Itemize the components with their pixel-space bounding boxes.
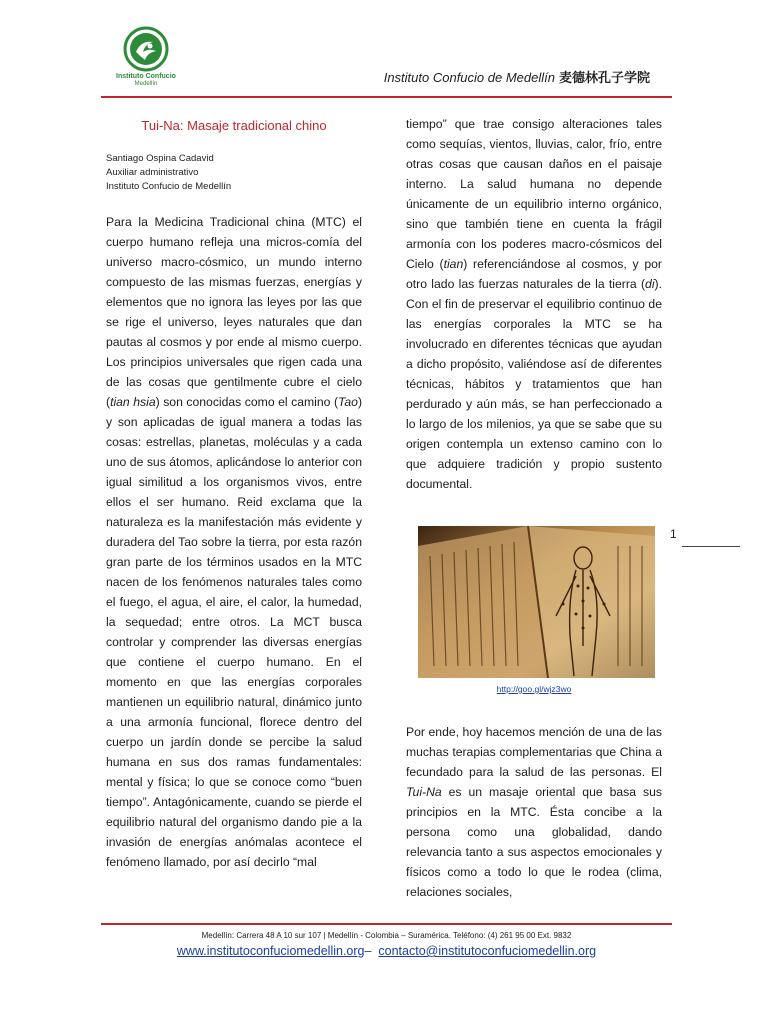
text-run: Para la Medicina Tradicional china (MTC) el cuerpo humano refleja una micros-comía del universo macro-cósmico, un mundo interno compuesto de las mismas fuerzas, energías y elementos que no ignora las leyes por las que se rige el universo, leyes naturales que dan pautas al cosmos y por ende al mismo cuerpo. Los principios universales que rigen cada una de las cosas que gentilmente cubre el cielo ( [106, 215, 362, 409]
website-link[interactable]: www.institutoconfuciomedellin.org [176, 944, 365, 958]
footer-address: Medellín: Carrera 48 A 10 sur 107 | Medellín - Colombia – Suramérica. Teléfono: (4) 261 95 00 Ext. 9832 [201, 931, 572, 940]
footer-divider [101, 923, 672, 925]
logo-city: Medellín [134, 81, 158, 87]
confucius-logo-icon [123, 26, 169, 72]
italic-term: Tui-Na [406, 785, 442, 799]
left-column-paragraph [106, 212, 362, 872]
byline [106, 152, 231, 194]
author-role: Auxiliar administrativo [106, 167, 199, 178]
italic-term: tian hsia [110, 395, 156, 409]
link-separator: – [364, 944, 372, 958]
header-title [384, 67, 650, 86]
footer-links [101, 944, 672, 958]
email-link[interactable]: contacto@institutoconfuciomedellin.org [378, 944, 597, 958]
author-institution: Instituto Confucio de Medellín [106, 181, 232, 192]
right-column-paragraph-2 [406, 722, 662, 902]
text-run: ) y son aplicadas de igual manera a todas las cosas: estrellas, planetas, moléculas y a cada uno de sus átomos, aplicándose lo anterior con igual similitud a los organismos vivos, entre ellos el ser humano. Reid exclama que la naturaleza es la manifestación más evidente y duradera del Tao sobre la tierra, por esta razón gran parte de los términos usados en la MTC nacen de los fenómenos naturales tales como el fuego, el agua, el aire, el calor, la humedad, la sequedad; entre otros. La MCT busca controlar y comprender las diversas energías que contiene el cuerpo humano. En el momento en que las energías corporales mantienen un equilibrio natural, dinámico junto a una armonía funcional, florece dentro del cuerpo un jardín donde se percibe la salud humana en sus dos ramas fundamentales: mental y física; lo que se conoce como “buen tiempo”. Antagónicamente, cuando se pierde el equilibrio natural del organismo dando pie a la invasión de energías anómalas acontece el fenómeno llamado, por así decirlo “mal [106, 395, 362, 869]
logo-name: Instituto Confucio [116, 73, 176, 80]
italic-term: Tao [338, 395, 358, 409]
italic-term: di [645, 277, 655, 291]
footnote-divider [682, 546, 740, 547]
right-column-paragraph-1 [406, 114, 662, 494]
author-name: Santiago Ospina Cadavid [106, 153, 214, 164]
header-title-text: Instituto Confucio de Medellín [383, 70, 555, 85]
text-run: ) son conocidas como el camino ( [155, 395, 339, 409]
acupuncture-book-photo [418, 526, 655, 678]
footnote-number: 1 [670, 527, 677, 541]
text-run: ). Con el fin de preservar el equilibrio continuo de las energías corporales la MTC se ha involucrado en diferentes técnicas que ayudan a dicho propósito, valiéndose así de diferentes técnicas, hábitos y tratamientos que han perdurado y aún más, se han perfeccionado a lo largo de los milenios, ya que se sabe que su origen contempla un extenso camino con lo que adquiere tradición y propio sustento documental. [406, 277, 662, 491]
text-run: es un masaje oriental que basa sus principios en la MTC. Ésta concibe a la persona como una globalidad, dando relevancia tanto a sus aspectos emocionales y físicos como a todo lo que le rodea (clima, relaciones sociales, [406, 785, 662, 899]
text-run: ) referenciándose al cosmos, y por otro lado las fuerzas naturales de la tierra ( [406, 257, 662, 291]
photo-caption-link[interactable]: http://goo.gl/wjz3wo [496, 684, 572, 694]
text-run: tiempo” que trae consigo alteraciones tales como sequías, vientos, lluvias, calor, frío, entre otras cosas que causan daños en el paisaje interno. La salud humana no depende únicamente de un equilibrio interno orgánico, sino que también tiene en cuenta la frágil armonía con los poderes macro-cósmicos del Cielo ( [406, 117, 662, 271]
header-title-chinese: 麦德林孔子学院 [558, 71, 650, 86]
text-run: Por ende, hoy hacemos mención de una de las muchas terapias complementarias que China a fecundado para la salud de las personas. El [406, 725, 662, 779]
article-title: Tui-Na: Masaje tradicional chino [141, 118, 327, 133]
institute-logo [106, 26, 186, 88]
header-divider [101, 96, 672, 98]
italic-term: tian [443, 257, 464, 271]
photo-illustration [418, 526, 655, 678]
